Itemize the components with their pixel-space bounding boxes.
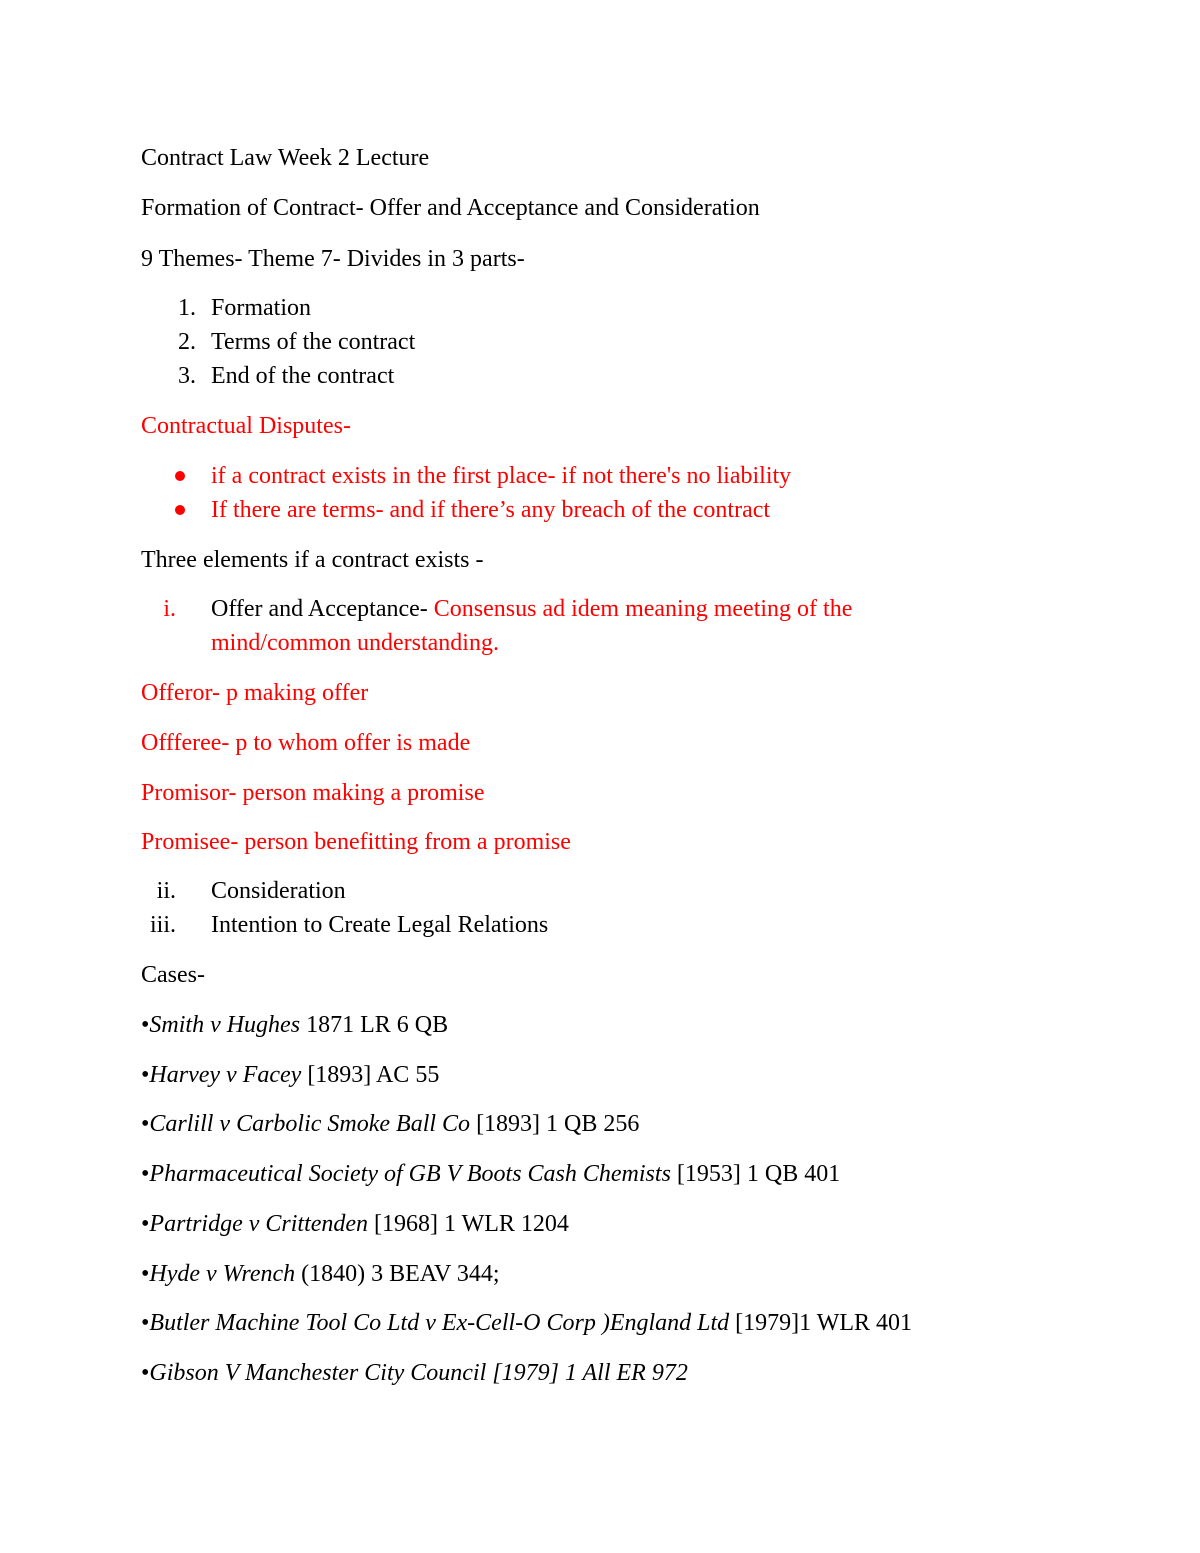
case-name: Carlill v Carbolic Smoke Ball Co	[149, 1111, 471, 1137]
case-item	[141, 1209, 569, 1239]
document-subtitle: Formation of Contract- Offer and Acceptance and Consideration	[141, 195, 760, 221]
case-citation: (1840) 3 BEAV 344;	[295, 1261, 500, 1287]
case-name: Harvey v Facey	[149, 1062, 302, 1088]
case-citation: [1979]1 WLR 401	[729, 1310, 913, 1336]
case-citation: [1968] 1 WLR 1204	[368, 1211, 569, 1237]
case-name: Pharmaceutical Society of GB V Boots Cash Chemists	[149, 1161, 671, 1187]
list-item: End of the contract	[211, 363, 395, 389]
case-citation: 1871 LR 6 QB	[300, 1012, 449, 1038]
case-item	[141, 1159, 840, 1189]
element-offer-acceptance	[211, 594, 852, 624]
bullet-icon: •	[141, 1062, 150, 1088]
list-marker: 2.	[178, 329, 196, 355]
element-note: Consensus ad idem meaning meeting of the	[433, 596, 853, 622]
themes-line: 9 Themes- Theme 7- Divides in 3 parts-	[141, 246, 525, 272]
list-marker: ii.	[156, 878, 176, 904]
case-name: Gibson V Manchester City Council [1979] 1 All ER 972	[149, 1360, 688, 1386]
case-citation: [1953] 1 QB 401	[670, 1161, 841, 1187]
case-item	[141, 1259, 500, 1289]
bullet-icon: •	[141, 1211, 150, 1237]
list-item: Terms of the contract	[211, 329, 416, 355]
bullet-icon: •	[141, 1161, 150, 1187]
definition-promisee: Promisee- person benefitting from a promise	[141, 829, 571, 855]
list-item: If there are terms- and if there’s any breach of the contract	[211, 497, 771, 523]
cases-heading: Cases-	[141, 962, 205, 988]
case-item	[141, 1358, 688, 1388]
case-item	[141, 1010, 448, 1040]
bullet-icon: •	[141, 1310, 150, 1336]
bullet-icon: •	[141, 1261, 150, 1287]
elements-heading: Three elements if a contract exists -	[141, 547, 484, 573]
list-marker: 1.	[178, 295, 196, 321]
bullet-icon: •	[141, 1012, 150, 1038]
case-item	[141, 1109, 639, 1139]
case-name: Hyde v Wrench	[149, 1261, 296, 1287]
list-marker: 3.	[178, 363, 196, 389]
bullet-icon	[175, 505, 185, 515]
element-label: Offer and Acceptance-	[211, 596, 434, 622]
bullet-icon: •	[141, 1111, 150, 1137]
list-item: Consideration	[211, 878, 346, 904]
case-name: Partridge v Crittenden	[149, 1211, 369, 1237]
disputes-heading: Contractual Disputes-	[141, 413, 351, 439]
case-item	[141, 1308, 912, 1338]
definition-offeror: Offeror- p making offer	[141, 680, 369, 706]
definition-promisor: Promisor- person making a promise	[141, 780, 485, 806]
case-name: Smith v Hughes	[149, 1012, 301, 1038]
list-item: if a contract exists in the first place- if not there's no liability	[211, 463, 792, 489]
case-name: Butler Machine Tool Co Ltd v Ex-Cell-O Corp )England Ltd	[149, 1310, 730, 1336]
bullet-icon: •	[141, 1360, 150, 1386]
list-marker: i.	[163, 596, 176, 622]
element-note-continued: mind/common understanding.	[211, 630, 499, 656]
list-item: Formation	[211, 295, 311, 321]
list-marker: iii.	[149, 912, 176, 938]
definition-offeree: Offferee- p to whom offer is made	[141, 730, 471, 756]
case-citation: [1893] AC 55	[301, 1062, 440, 1088]
case-item	[141, 1060, 439, 1090]
bullet-icon	[175, 471, 185, 481]
list-item: Intention to Create Legal Relations	[211, 912, 549, 938]
document-title: Contract Law Week 2 Lecture	[141, 145, 430, 171]
case-citation: [1893] 1 QB 256	[470, 1111, 640, 1137]
